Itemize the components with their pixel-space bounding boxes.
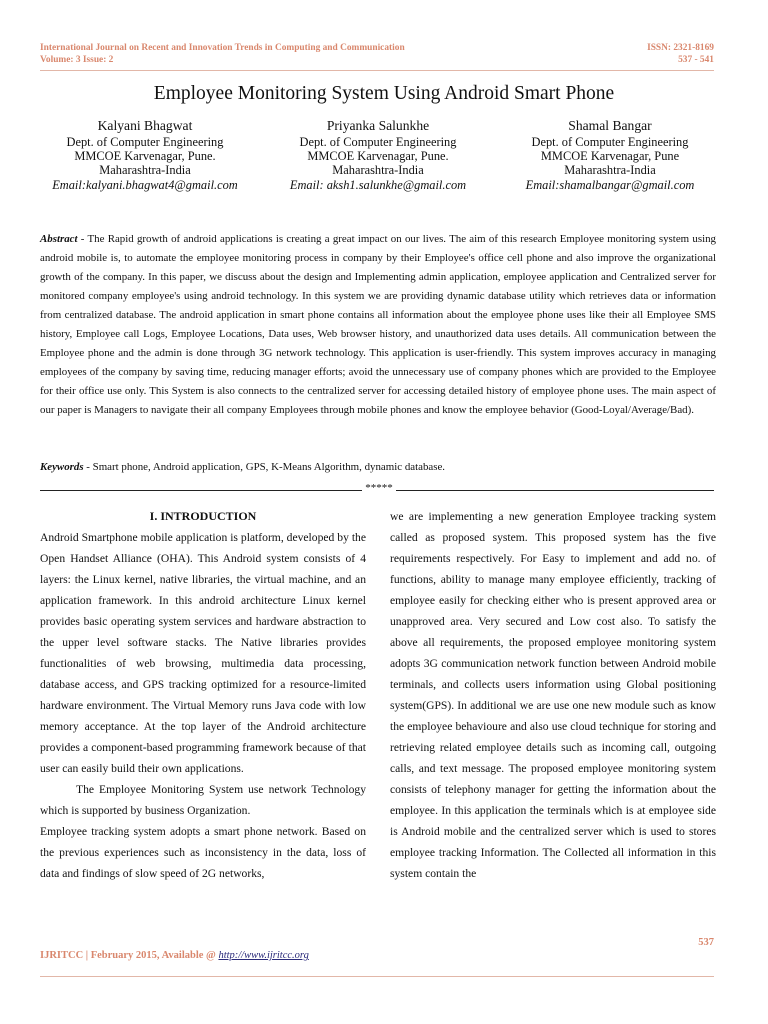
author-block (490, 118, 730, 192)
author-block (258, 118, 498, 192)
keywords (40, 460, 716, 474)
separator-stars: ***** (365, 482, 393, 494)
section-separator (40, 481, 714, 495)
section-heading: I. INTRODUCTION (149, 509, 257, 523)
author-email: Email:kalyani.bhagwat4@gmail.com (52, 177, 238, 192)
author-email: Email: aksh1.salunkhe@gmail.com (289, 177, 467, 192)
right-column (390, 506, 716, 884)
author-institution: MMCOE Karvenagar, Pune (540, 149, 680, 164)
abstract (40, 230, 716, 420)
header-right (647, 42, 714, 66)
left-column (40, 506, 366, 884)
page-number: 537 (698, 937, 714, 948)
footer-text: IJRITCC | February 2015, Available @ (40, 950, 219, 961)
author-dept: Dept. of Computer Engineering (66, 135, 224, 149)
author-dept: Dept. of Computer Engineering (299, 135, 457, 149)
footer-rule (40, 976, 714, 977)
author-email: Email:shamalbangar@gmail.com (525, 177, 695, 192)
issn: ISSN: 2321-8169 (647, 43, 714, 53)
author-country: Maharashtra-India (99, 163, 191, 178)
author-country: Maharashtra-India (564, 163, 656, 178)
author-dept: Dept. of Computer Engineering (531, 135, 689, 149)
journal-name: International Journal on Recent and Innovation Trends in Computing and Communication (40, 43, 405, 53)
journal-link[interactable]: http://www.ijritcc.org (218, 950, 309, 961)
footer (40, 950, 309, 961)
header-rule (40, 70, 714, 71)
author-institution: MMCOE Karvenagar, Pune. (307, 149, 449, 164)
header-left (40, 42, 405, 66)
author-name: Shamal Bangar (568, 118, 652, 133)
abstract-text: - The Rapid growth of android applications is creating a great impact on our lives. The aim of this research Employee monitoring system using android mobile is, to automate the employee monitoring process in company by their Employee's office cell phone and also improve the organizational growth of the company. In this paper, we discuss about the design and Implementing admin application, employee application and Centralized server for monitored company employee's using android technology. In this system we are providing dynamic database utility which retrieves data or information from centralized database. The android application in smart phone contains all information about the employee phone uses like their all Employee SMS history, Employee call Logs, Employee Locations, Data uses, Web browser history, and unauthorized data uses details. All communication between the Employee phone and the admin is done through 3G network technology. This application is user-friendly. This system improves accuracy in managing employees of the company by saving time, reducing manager efforts; avoid the unnecessary use of company phones which are provided to the Employee for their office use only. This System is also connects to the centralized server for accessing detailed history of employee phone uses. The main aspect of our paper is Managers to navigate their all company Employees through mobile phones and know the employee behavior (Good-Loyal/Average/Bad). (40, 233, 716, 417)
abstract-label: Abstract (40, 233, 78, 245)
keywords-text: - Smart phone, Android application, GPS, K-Means Algorithm, dynamic database. (83, 461, 446, 473)
paper-title: Employee Monitoring System Using Android Smart Phone (153, 83, 615, 104)
author-country: Maharashtra-India (332, 163, 424, 178)
keywords-label: Keywords (40, 461, 84, 473)
paragraph: we are implementing a new generation Employee tracking system called as proposed system. This proposed system has the five requirements respectively. For Easy to implement and add no. of functions, ability to manage many employee efficiently, tracking of employee easily for checking either who is present approved area or unapproved area. Very secured and Low cost also. To satisfy the above all requirements, the proposed employee monitoring system adopts 3G communication network function between Android mobile terminals, and collects users information using Global positioning system(GPS). In additional we are use one new module such as know the employee behavioure and also use cloud technique for storing and retrieving related employee details such as incoming call, outgoing calls, and text message. The proposed employee monitoring system consists of telephony manager for getting the information about the employee. In this application the terminals which is at employee side is Android mobile and the centralized server which is used to stores employee tracking Information. The Collected all information in this system contain the (390, 510, 716, 880)
paragraph: Android Smartphone mobile application is platform, developed by the Open Handset Alliance (OHA). This Android system consists of 4 layers: the Linux kernel, native libraries, the virtual machine, and an application framework. In this android architecture Linux kernel provides basic operating system services and hardware abstraction to the upper level software stacks. The Native libraries provides functionalities of web browsing, multimedia data processing, database access, and GPS tracking optimized for a resource-limited hardware environment. The Virtual Memory runs Java code with low memory acceptance. At the top layer of the Android architecture provides a component-based programming framework because of that user can easily build their own applications. (40, 531, 366, 775)
author-name: Kalyani Bhagwat (97, 118, 193, 133)
author-name: Priyanka Salunkhe (326, 118, 430, 133)
paragraph: The Employee Monitoring System use network Technology which is supported by business Organization. (40, 783, 366, 817)
volume-issue: Volume: 3 Issue: 2 (40, 55, 114, 65)
author-institution: MMCOE Karvenagar, Pune. (74, 149, 216, 164)
separator-rule-left (40, 490, 362, 491)
separator-rule-right (396, 490, 714, 491)
paragraph: Employee tracking system adopts a smart phone network. Based on the previous experiences such as inconsistency in the data, loss of data and findings of slow speed of 2G networks, (40, 825, 366, 880)
page-range: 537 - 541 (678, 55, 714, 65)
author-block (25, 118, 265, 192)
